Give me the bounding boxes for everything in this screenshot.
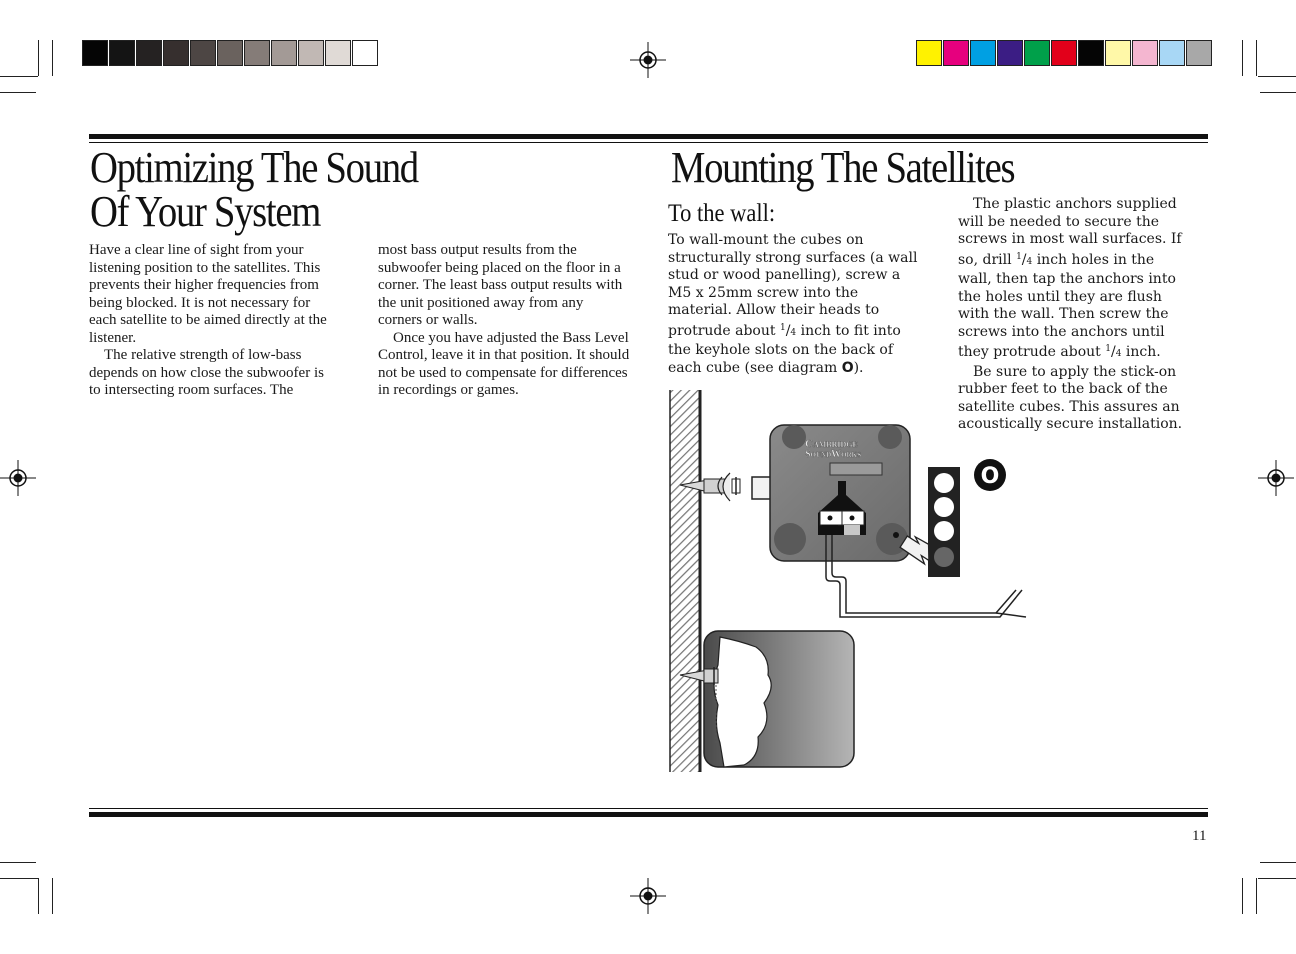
diagram-label: O	[980, 464, 1000, 489]
wall	[670, 390, 700, 772]
registration-mark-top	[630, 42, 666, 78]
color-swatch	[271, 40, 297, 66]
brand-line2: SoundWorks	[805, 449, 862, 460]
color-swatch	[136, 40, 162, 66]
brand-line1: Cambridge	[805, 438, 858, 450]
mounting-title: Mounting The Satellites	[671, 143, 1015, 192]
right-column-1	[668, 232, 920, 377]
color-swatch	[997, 40, 1023, 66]
right-col1-paragraph: To wall-mount the cubes on structurally strong surfaces (a wall stud or wood panelling), screw a M5 x 25mm screw into the material. Allow their heads to protrude about $^1$/4 inch to fit into the keyhole slots on the back of each cube (see diagram O).	[668, 232, 918, 376]
color-swatch	[1078, 40, 1104, 66]
optimizing-title-line2: Of Your System	[90, 187, 321, 236]
color-swatch	[1105, 40, 1131, 66]
color-swatch	[217, 40, 243, 66]
diagram-reference: O	[841, 359, 854, 376]
top-rule	[89, 134, 1208, 139]
registration-mark-right	[1258, 460, 1294, 496]
satellite-cube-back	[770, 425, 910, 561]
color-swatch	[1186, 40, 1212, 66]
bottom-rule-thin	[89, 808, 1208, 809]
right-col2-paragraph-1: The plastic anchors supplied will be needed to secure the screws in most wall surfaces. If so, drill $^1$/4 inch holes in the wall, then tap the anchors into the holes until they are flush with the wall. Then screw the screws into the anchors until they protrude about $^1$/4 inch.	[958, 196, 1182, 360]
color-swatch	[1051, 40, 1077, 66]
left-col2-paragraph-2: Once you have adjusted the Bass Level Control, leave it in that position. It should not be used to compensate for differences in recordings or games.	[378, 329, 630, 398]
right-col2-paragraph-2: Be sure to apply the stick-on rubber feet to the back of the satellite cubes. This assures an acoustically secure installation.	[958, 363, 1183, 432]
optimizing-title-line1: Optimizing The Sound	[90, 143, 418, 192]
to-the-wall-subtitle: To the wall:	[668, 200, 776, 227]
color-swatch	[190, 40, 216, 66]
color-swatch	[352, 40, 378, 66]
left-col1-paragraph-2: The relative strength of low-bass depends on how close the subwoofer is to intersecting room surfaces. The	[89, 347, 324, 398]
page-number: 11	[1192, 828, 1207, 844]
color-swatch	[1132, 40, 1158, 66]
left-column-2	[378, 242, 630, 400]
wall-mount-diagram	[660, 385, 1040, 777]
color-swatch	[1024, 40, 1050, 66]
color-swatch	[325, 40, 351, 66]
registration-mark-bottom	[630, 878, 666, 914]
color-swatch	[163, 40, 189, 66]
rubber-feet-strip	[928, 467, 960, 577]
color-swatch	[1159, 40, 1185, 66]
mounted-satellite-cube	[680, 631, 854, 767]
color-swatch	[82, 40, 108, 66]
color-swatch	[109, 40, 135, 66]
left-col1-paragraph-1: Have a clear line of sight from your listening position to the satellites. This prevents their higher frequencies from being blocked. It is not necessary for each satellite to be aimed directly at the listener.	[89, 242, 327, 346]
color-swatch	[916, 40, 942, 66]
registration-mark-left	[0, 460, 36, 496]
color-swatch	[244, 40, 270, 66]
bottom-rule	[89, 812, 1208, 817]
color-swatch	[943, 40, 969, 66]
color-swatch	[970, 40, 996, 66]
left-column-1	[89, 242, 339, 400]
left-col2-paragraph-1: most bass output results from the subwoofer being placed on the floor in a corner. The least bass output results with the unit positioned away from any corners or walls.	[378, 242, 623, 328]
color-swatch	[298, 40, 324, 66]
